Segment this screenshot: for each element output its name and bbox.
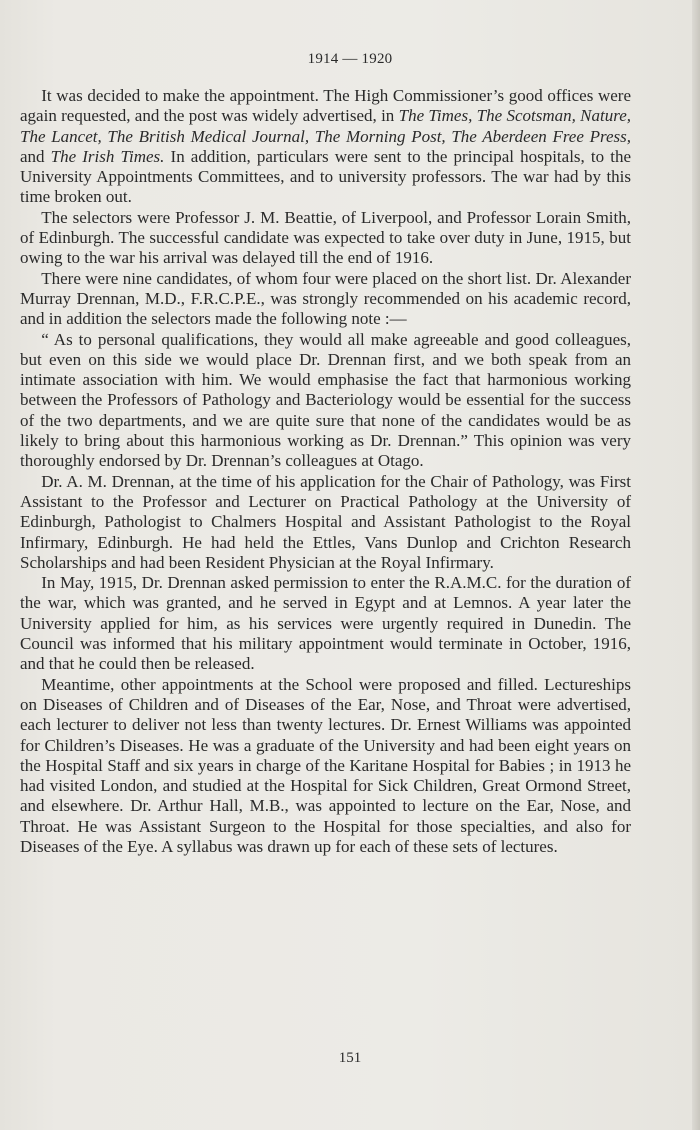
running-head: 1914 — 1920	[307, 51, 393, 67]
paragraph-1	[20, 86, 631, 208]
page-number: 151	[338, 1050, 362, 1066]
paragraph-3: There were nine candidates, of whom four were placed on the short list. Dr. Alexander Murray Drennan, M.D., F.R.C.P.E., was strongly recommended on his academic record, and in addition the selectors made the following note :—	[20, 268, 631, 329]
italic-publications: The Times, The Scotsman, Nature, The Lancet, The British Medical Journal, The Morning Post, The Aberdeen Free Press,	[20, 106, 631, 146]
paragraph-6: In May, 1915, Dr. Drennan asked permission to enter the R.A.M.C. for the duration of the war, which was granted, and he served in Egypt and at Lemnos. A year later the University applied for him, as his services were urgently required in Dunedin. The Council was informed that his military appointment would terminate in October, 1916, and that he could then be released.	[20, 573, 631, 674]
paragraph-7: Meantime, other appointments at the School were proposed and filled. Lectureships on Diseases of Children and of Diseases of the Ear, Nose, and Throat were advertised, each lecturer to deliver not less than twenty lectures. Dr. Ernest Williams was appointed for Children’s Diseases. He was a graduate of the University and had been eight years on the Hospital Staff and six years in charge of the Karitane Hospital for Babies ; in 1913 he had visited London, and studied at the Hospital for Sick Children, Great Ormond Street, and elsewhere. Dr. Arthur Hall, M.B., was appointed to lecture on the Ear, Nose, and Throat. He was Assistant Surgeon to the Hospital for those specialties, and also for Diseases of the Eye. A syllabus was drawn up for each of these sets of lectures.	[20, 674, 631, 856]
paragraph-4-quotation: “ As to personal qualifications, they would all make agreeable and good colleagues, but even on this side we would place Dr. Drennan first, and we both speak from an intimate association with him. We would emphasise the fact that harmonious working between the Professors of Pathology and Bacteriology would be essential for the success of the two departments, and we are quite sure that none of the candidates would be as likely to bring about this harmonious working as Dr. Drennan.” This opinion was very thoroughly endorsed by Dr. Drennan’s colleagues at Otago.	[20, 329, 631, 471]
text-run: In addition, particulars were sent to the principal hospitals, to the University Appointments Committees, and to university professors. The war had by this time broken out.	[20, 146, 631, 207]
text-run: and	[20, 146, 51, 166]
paragraph-5: Dr. A. M. Drennan, at the time of his application for the Chair of Pathology, was First Assistant to the Professor and Lecturer on Practical Pathology at the University of Edinburgh, Pathologist to Chalmers Hospital and Assistant Pathologist to the Royal Infirmary, Edinburgh. He had held the Ettles, Vans Dunlop and Crichton Research Scholarships and had been Resident Physician at the Royal Infirmary.	[20, 471, 631, 572]
italic-publication: The Irish Times.	[50, 146, 165, 166]
page-edge	[692, 0, 700, 1130]
body-text	[20, 86, 631, 857]
text-run: It was decided to make the appointment. The High Commissioner’s good offices were again requested, and the post was widely advertised, in	[20, 86, 631, 126]
paragraph-2: The selectors were Professor J. M. Beattie, of Liverpool, and Professor Lorain Smith, of Edinburgh. The successful candidate was expected to take over duty in June, 1915, but owing to the war his arrival was delayed till the end of 1916.	[20, 207, 631, 268]
